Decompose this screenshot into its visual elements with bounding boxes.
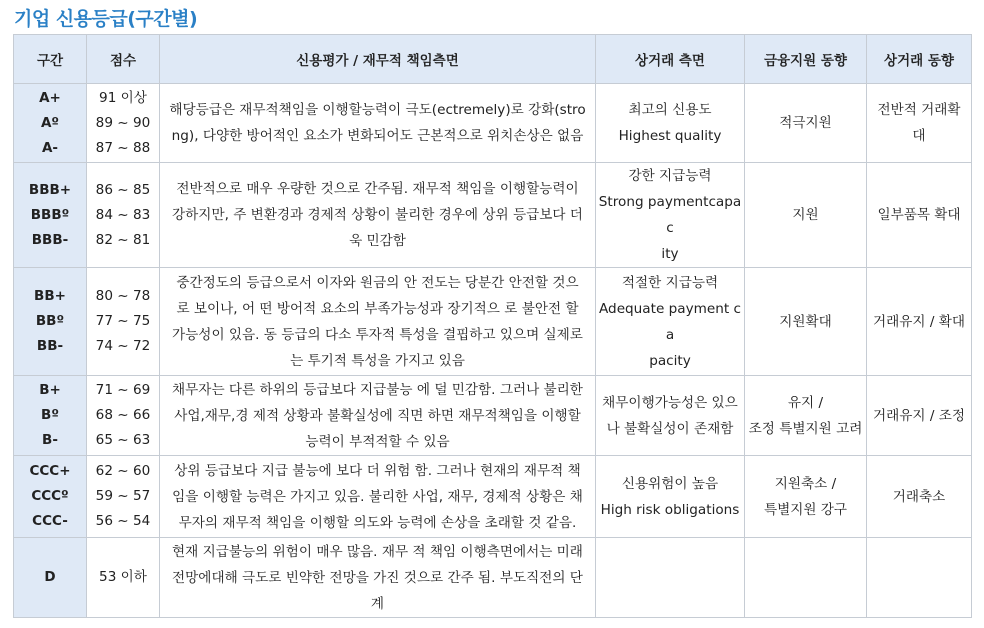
- grade-label: B-: [42, 432, 58, 448]
- description-line: 능력이 부적적할 수 있음: [305, 433, 450, 450]
- commerce-line: 최고의 신용도: [628, 102, 712, 118]
- commerce-cell: [596, 456, 745, 538]
- grade-label: CCC+: [29, 463, 71, 479]
- finance-line: 적극지원: [779, 115, 832, 131]
- header-row: [14, 35, 972, 84]
- finance-line: 지원: [792, 207, 819, 223]
- credit-rating-table: [13, 34, 972, 618]
- score-range: 74 ~ 72: [95, 338, 151, 354]
- grade-label: D: [44, 569, 56, 585]
- commerce-line: ity: [661, 246, 679, 262]
- commerce-line: 채무이행가능성은 있으: [602, 394, 738, 411]
- description-cell: [160, 456, 596, 538]
- grade-cell: [14, 456, 87, 538]
- trade-cell: [867, 538, 972, 618]
- trade-line: 거래유지 / 확대: [872, 313, 965, 330]
- trade-cell: [867, 84, 972, 163]
- table-row: [14, 376, 972, 456]
- commerce-line: 나 불확실성이 존재함: [606, 420, 734, 437]
- description-cell: [160, 268, 596, 376]
- description-line: 전망에대해 극도로 빈약한 전망을 가진 것으로 간주 됨. 부도직전의 단: [172, 569, 583, 586]
- score-range: 82 ~ 81: [95, 231, 151, 248]
- trade-cell: [867, 456, 972, 538]
- page-title: 기업 신용등급(구간별): [14, 8, 198, 30]
- description-line: 강하지만, 주 변환경과 경제적 상황이 불리한 경우에 상위 등급보다 더: [172, 207, 583, 223]
- commerce-cell: [596, 376, 745, 456]
- score-range: 86 ~ 85: [95, 181, 151, 198]
- description-cell: [160, 538, 596, 618]
- table-row: [14, 538, 972, 618]
- commerce-cell: [596, 84, 745, 163]
- commerce-line: 강한 지급능력: [628, 168, 712, 184]
- description-line: 가능성이 있음. 동 등급의 다소 투자적 특성을 결핍하고 있으며 실제로: [172, 326, 583, 343]
- trade-line: 일부품목 확대: [877, 207, 961, 223]
- score-range: 87 ~ 88: [95, 139, 151, 156]
- description-cell: [160, 163, 596, 268]
- header-score: 점수: [87, 35, 160, 84]
- grade-label: BBB-: [31, 231, 69, 248]
- grade-label: A+: [39, 89, 61, 106]
- commerce-line: Strong paymentcapac: [598, 194, 742, 236]
- grade-cell: [14, 84, 87, 163]
- finance-line: 조정 특별지원 고려: [748, 420, 863, 437]
- commerce-cell: [596, 268, 745, 376]
- score-range: 62 ~ 60: [95, 463, 151, 479]
- grade-label: Aº: [40, 114, 60, 131]
- description-line: 무자의 재무적 책임을 이행할 의도와 능력에 손상을 초래할 것 같음.: [178, 514, 577, 531]
- commerce-line: 적절한 지급능력: [621, 274, 719, 291]
- grade-cell: [14, 376, 87, 456]
- header-credit-evaluation: 신용평가 / 재무적 책임측면: [160, 35, 596, 84]
- commerce-line: Adequate payment ca: [599, 300, 741, 343]
- header-finance-trend: 금융지원 동향: [745, 35, 867, 84]
- description-cell: [160, 376, 596, 456]
- grade-label: BBBº: [30, 206, 70, 223]
- grade-label: BB+: [34, 288, 66, 304]
- description-line: 해당등급은 재무적책임을 이행할능력이 극도(ectremely)로 강화(stro: [169, 102, 586, 118]
- commerce-cell: [596, 163, 745, 268]
- finance-cell: [745, 268, 867, 376]
- grade-cell: [14, 268, 87, 376]
- header-trade-trend: 상거래 동향: [867, 35, 972, 84]
- grade-label: B+: [39, 382, 61, 398]
- description-line: 현재 지급불능의 위험이 매우 많음. 재무 적 책임 이행측면에서는 미래: [172, 543, 583, 560]
- score-cell: [87, 84, 160, 163]
- description-line: 로 보이나, 어 떤 방어적 요소의 부족가능성과 장기적으 로 불안전 할: [176, 300, 579, 317]
- commerce-line: 신용위험이 높음: [621, 475, 719, 492]
- trade-line: 전반적 거래확: [877, 102, 961, 118]
- finance-line: 유지 /: [787, 394, 824, 411]
- grade-label: BB-: [36, 338, 64, 354]
- score-range: 56 ~ 54: [95, 513, 151, 529]
- score-range: 89 ~ 90: [95, 114, 151, 131]
- score-range: 77 ~ 75: [95, 313, 151, 329]
- description-line: 채무자는 다른 하위의 등급보다 지급불능 에 덜 민감함. 그러나 불리한: [172, 381, 583, 398]
- description-line: 욱 민감함: [349, 233, 406, 249]
- trade-cell: [867, 163, 972, 268]
- score-range: 71 ~ 69: [95, 382, 151, 398]
- trade-cell: [867, 376, 972, 456]
- description-line: 상위 등급보다 지급 불능에 보다 더 위험 함. 그러나 현재의 재무적 책: [174, 462, 581, 479]
- commerce-line: Highest quality: [618, 128, 722, 144]
- grade-label: CCCº: [31, 488, 69, 504]
- grade-label: A-: [41, 139, 59, 156]
- grade-label: BBº: [35, 313, 65, 329]
- score-range: 84 ~ 83: [95, 206, 151, 223]
- trade-line: 대: [912, 128, 926, 144]
- header-commerce: 상거래 측면: [596, 35, 745, 84]
- trade-line: 거래유지 / 조정: [872, 407, 965, 424]
- score-range: 59 ~ 57: [95, 488, 151, 504]
- finance-line: 지원축소 /: [774, 475, 837, 492]
- grade-label: Bº: [41, 407, 59, 423]
- score-range: 65 ~ 63: [95, 432, 151, 448]
- description-line: 전반적으로 매우 우량한 것으로 간주됨. 재무적 책임을 이행할능력이: [176, 181, 579, 197]
- description-line: ng), 다양한 방어적인 요소가 변화되어도 근본적으로 위치손상은 없음: [171, 128, 584, 144]
- description-line: 계: [370, 595, 385, 612]
- trade-line: 거래축소: [892, 488, 946, 505]
- finance-cell: [745, 163, 867, 268]
- grade-cell: [14, 163, 87, 268]
- description-line: 는 투기적 특성을 가지고 있음: [290, 352, 465, 369]
- description-line: 사업,재무,경 제적 상황과 불확실성에 직면 하면 재무적책임을 이행할: [174, 407, 581, 424]
- finance-cell: [745, 376, 867, 456]
- finance-cell: [745, 84, 867, 163]
- score-cell: [87, 456, 160, 538]
- trade-cell: [867, 268, 972, 376]
- table-row: [14, 456, 972, 538]
- grade-cell: [14, 538, 87, 618]
- table-row: [14, 268, 972, 376]
- finance-line: 지원확대: [779, 313, 832, 330]
- score-cell: [87, 268, 160, 376]
- description-line: 중간정도의 등급으로서 이자와 원금의 안 전도는 당분간 안전할 것으: [176, 274, 579, 291]
- table-row: [14, 84, 972, 163]
- description-line: 임을 이행할 능력은 가지고 있음. 불리한 사업, 재무, 경제적 상황은 채: [172, 488, 583, 505]
- score-cell: [87, 538, 160, 618]
- score-cell: [87, 163, 160, 268]
- description-cell: [160, 84, 596, 163]
- table-row: [14, 163, 972, 268]
- score-range: 53 이하: [99, 569, 147, 585]
- score-range: 80 ~ 78: [95, 288, 151, 304]
- commerce-line: pacity: [649, 352, 691, 369]
- finance-cell: [745, 456, 867, 538]
- commerce-line: High risk obligations: [600, 501, 740, 518]
- score-range: 68 ~ 66: [95, 407, 151, 423]
- finance-cell: [745, 538, 867, 618]
- score-cell: [87, 376, 160, 456]
- grade-label: CCC-: [32, 513, 68, 529]
- commerce-cell: [596, 538, 745, 618]
- score-range: 91 이상: [99, 89, 147, 106]
- grade-label: BBB+: [28, 181, 72, 198]
- header-grade: 구간: [14, 35, 87, 84]
- finance-line: 특별지원 강구: [763, 501, 848, 518]
